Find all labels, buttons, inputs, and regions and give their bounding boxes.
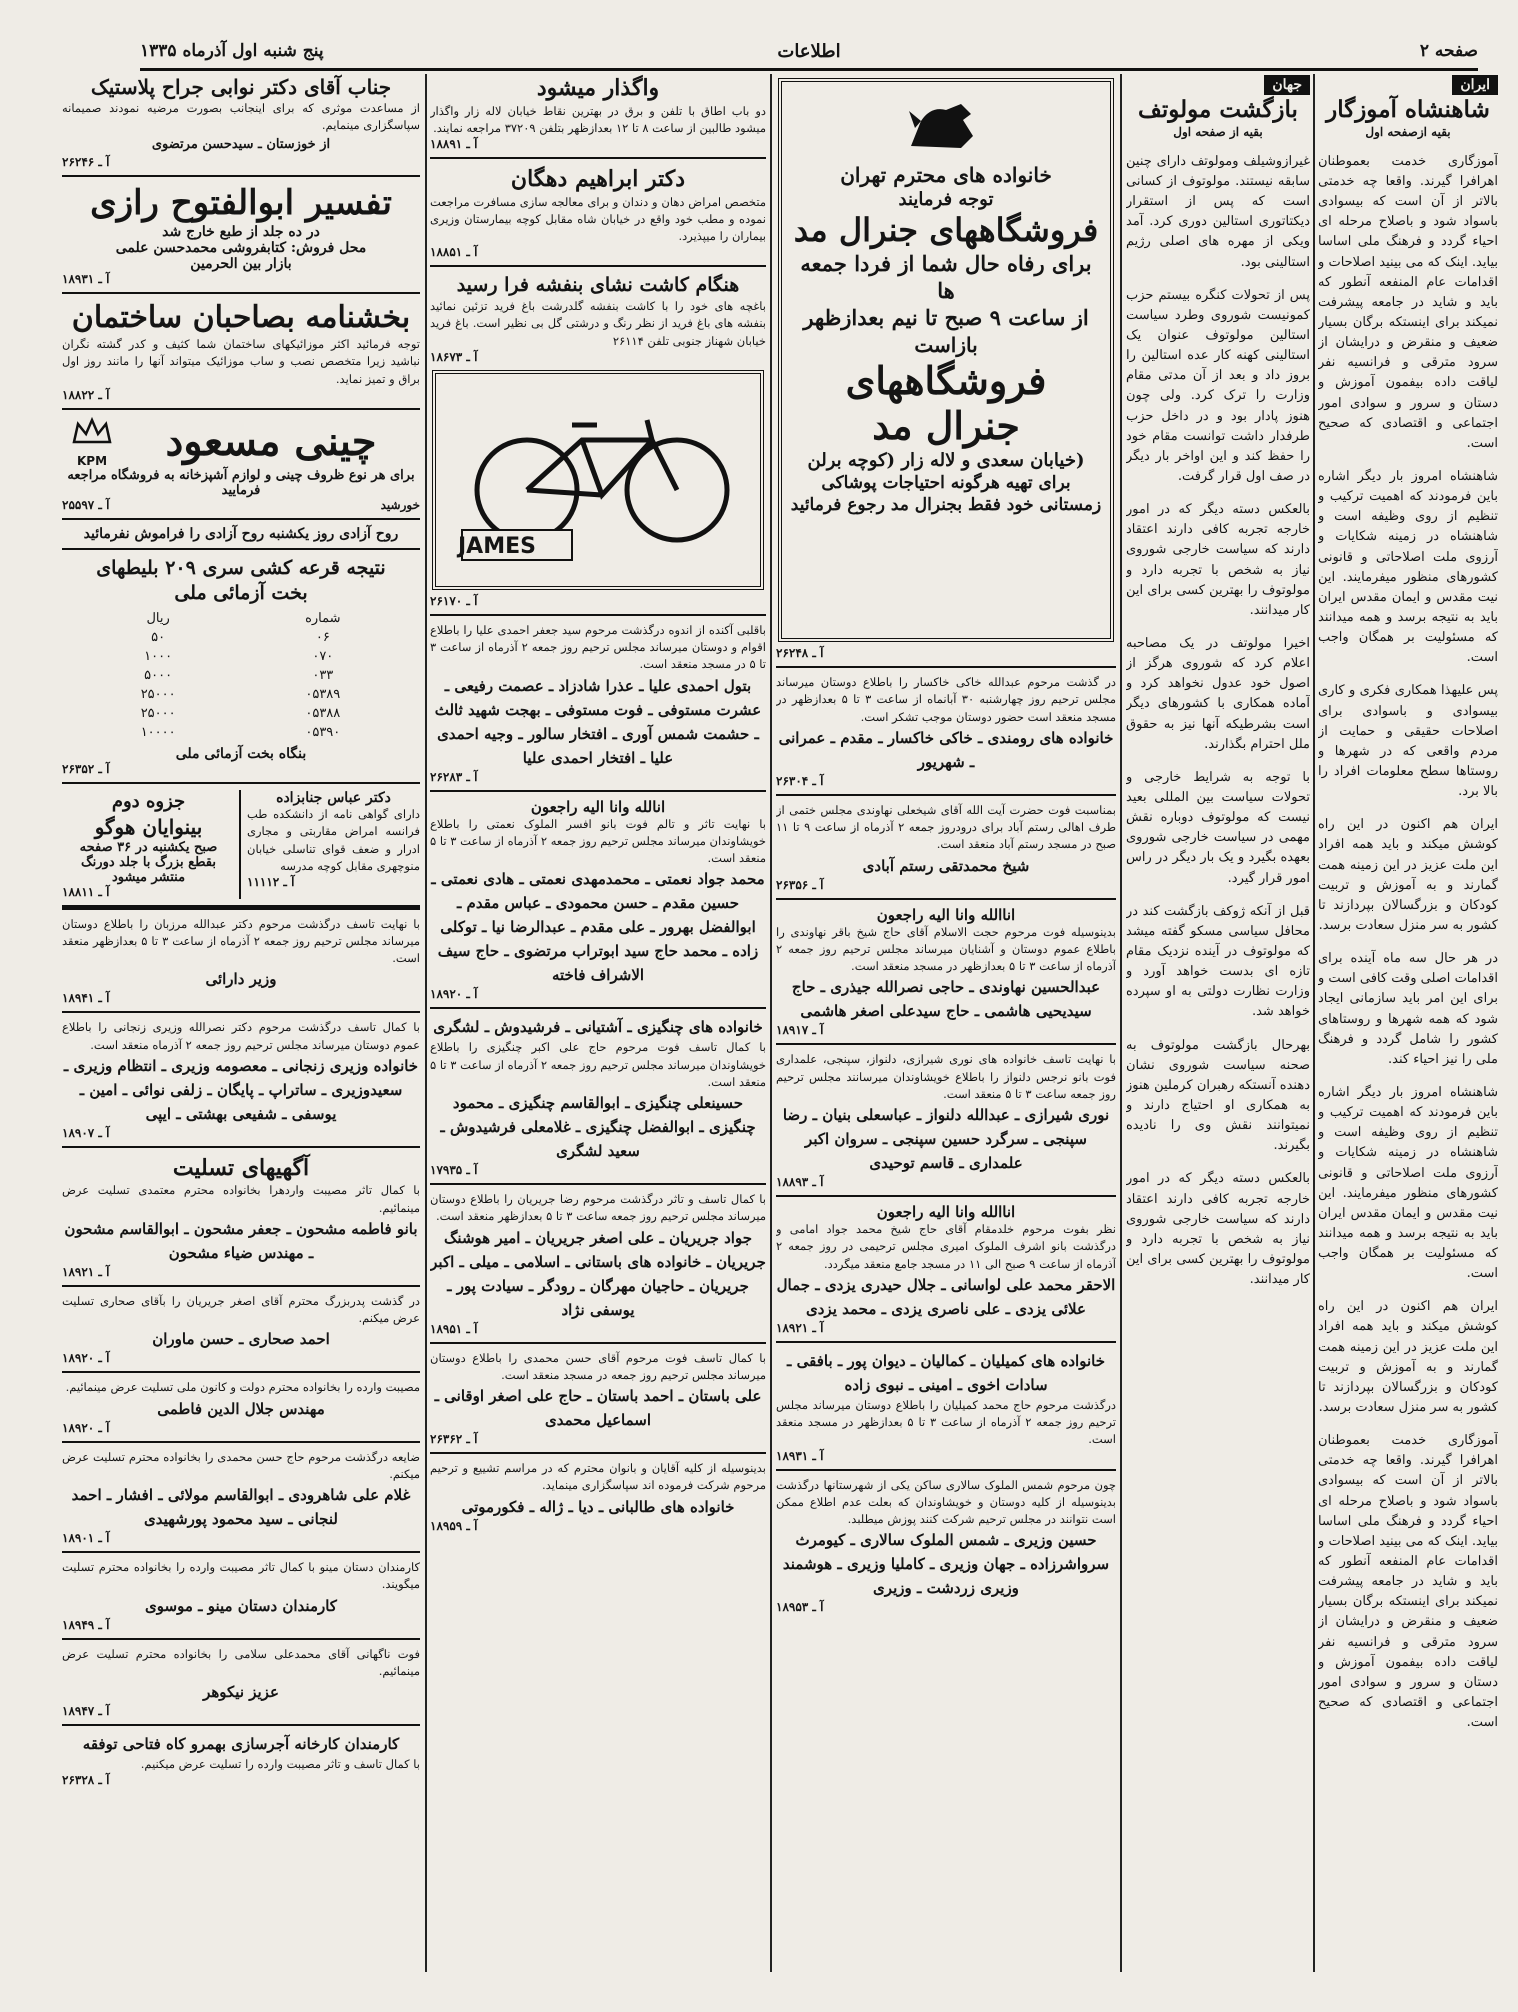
ad-book-tafsir xyxy=(62,183,420,286)
ad-row xyxy=(62,790,420,898)
ad-line: فروشگاههای xyxy=(845,357,1047,403)
page-header xyxy=(140,34,1478,71)
ad-address: خورشید xyxy=(380,497,420,512)
ad-code: آ ـ ۱۷۹۳۵ xyxy=(430,1163,478,1178)
notice-text: با کمال تاسف فوت مرحوم آقای حسن محمدی را باطلاع دوستان میرساند مجلس ترحیم روز جمعه در مسجد منعقد است. xyxy=(430,1350,766,1382)
ad-doctor-jenab xyxy=(247,790,420,898)
ad-title: دکتر ابراهیم دهگان xyxy=(510,166,686,193)
bicycle-ad xyxy=(432,370,764,590)
ad-text: باغچه های خود را با کاشت بنفشه گلدرشت باغ فرید تزئین نمائید بنفشه های باغ فرید از نظر رنگ و درشتی گل بی نظیر است. باغ فرید خیابان شهناز جنوبی تلفن ۲۶۱۱۴ xyxy=(430,299,766,348)
notice xyxy=(430,1460,766,1533)
notice-text: چون مرحوم شمس الملوک سالاری ساکن یکی از شهرستانها درگذشت بدینوسیله از کلیه دوستان و خویشاوندان که بعلت عدم اطلاع ممکن است نتوانند در مجلس ترحیم شرکت کنند پوزش میطلبد. xyxy=(776,1477,1116,1526)
notice-names: وزیر دارائی xyxy=(205,970,277,989)
ad-code: آ ـ ۱۸۹۴۷ xyxy=(62,1704,110,1719)
ad-code: آ ـ ۲۶۳۵۶ xyxy=(776,877,824,892)
notice-names: بتول احمدی علیا ـ عذرا شادزاد ـ عصمت رفیعی ـ عشرت مستوفی ـ فوت مستوفی ـ بهجت شهید ثالث ـ حشمت شمس آوری ـ افتخار سالور ـ وجیه احمدی علیا ـ افتخار احمدی علیا xyxy=(434,676,762,767)
notice-names: حسین وزیری ـ شمس الملوک سالاری ـ کیومرث سرواشرزاده ـ جهان وزیری ـ کاملیا وزیری ـ هوشمند وزیری زردشت ـ وزیری xyxy=(782,1531,1110,1598)
notice-title: اناالله وانا الیه راجعون xyxy=(876,905,1016,924)
ad-code: آ ـ ۱۸۹۵۹ xyxy=(430,1518,478,1533)
notice-text: با کمال تاسف و تاثر مصیبت وارده را تسلیت عرض میکنیم. xyxy=(140,1757,420,1772)
notice-names: خانواده های رومندی ـ خاکی خاکسار ـ مقدم ـ عمرانی ـ شهریور xyxy=(778,728,1114,771)
notice-text: باقلبی آکنده از اندوه درگذشت مرحوم سید جعفر احمدی علیا را باطلاع اقوام و دوستان میرساند مجلس ترحیم روز جمعه ۲ آذرماه از ساعت ۳ تا ۵ در مسجد منعقد است. xyxy=(430,622,766,672)
article-paragraph: ایران هم اکنون در این راه کوشش میکند و باید همه افراد این ملت عزیز در این زمینه همت گمارند و به آموزش و تربیت کودکان و بزرگسالان بپردازند تا کشور به سر منزل سعادت برسد. xyxy=(1318,817,1498,933)
ad-title: تفسیر ابوالفتوح رازی xyxy=(90,183,392,224)
ad-line: (خیابان سعدی و لاله زار (کوچه برلن xyxy=(807,449,1085,471)
ad-code: آ ـ ۲۶۲۸۳ xyxy=(430,769,478,784)
notice xyxy=(62,1379,420,1434)
bicycle-brand: JAMES xyxy=(458,533,536,559)
ad-china xyxy=(62,416,420,512)
ad-code: آ ـ ۱۸۹۵۱ xyxy=(430,1321,478,1336)
notice xyxy=(776,802,1116,892)
lottery-subtitle: بخت آزمائی ملی xyxy=(174,581,308,604)
notice-names: خانواده وزیری زنجانی ـ معصومه وزیری ـ انتظام وزیری ـ سعیدوزیری ـ ساتراپ ـ پایگان ـ زلفی نوائی ـ امین ـ یوسفی ـ شفیعی بهشتی ـ ایپی xyxy=(63,1056,419,1123)
ad-code: آ ـ ۱۸۹۰۷ xyxy=(62,1125,110,1140)
ad-line: بینوایان هوگو xyxy=(94,814,203,839)
column-world xyxy=(1126,74,1310,1982)
notice xyxy=(776,906,1116,1038)
condolence-heading: آگهیهای تسلیت xyxy=(172,1154,310,1181)
notice xyxy=(62,1293,420,1366)
ad-code: آ ـ ۱۸۶۷۳ xyxy=(430,349,478,364)
notice-names: عبدالحسین نهاوندی ـ حاجی نصرالله جیذری ـ حاج سیدیحیی هاشمی ـ حاج سیدعلی اصغر هاشمی xyxy=(791,978,1101,1021)
ad-code: آ ـ ۱۸۹۲۰ xyxy=(62,1420,110,1435)
ad-code: آ ـ ۱۸۹۲۱ xyxy=(776,1320,824,1335)
notice-text: فوت ناگهانی آقای محمدعلی سلامی را بخانواده محترم تسلیت عرض مینمائیم. xyxy=(62,1646,420,1678)
article-paragraph: غیرازوشیلف ومولوتف دارای چنین سابقه نیستند. مولوتوف از کسانی است که پس از استقرار دیکتاتوری استالین دوری کرد. آمد ویکی از مهره های اصلی رژیم استالینی بود. xyxy=(1126,153,1310,270)
ad-thanks xyxy=(62,74,420,169)
ad-code: آ ـ ۲۶۳۰۴ xyxy=(776,773,824,788)
ad-from: از خوزستان ـ سیدحسن مرتضوی xyxy=(151,136,331,152)
notice-names: حسینعلی چنگیزی ـ ابوالقاسم چنگیزی ـ محمود چنگیزی ـ ابوالفضل چنگیزی ـ غلامعلی فرشیدوش ـ سعید لشگری xyxy=(440,1094,756,1161)
notice xyxy=(430,1191,766,1336)
notice xyxy=(776,1051,1116,1189)
notice-text: با کمال تاسف درگذشت مرحوم دکتر نصرالله وزیری زنجانی را باطلاع عموم دوستان میرساند مجلس ترحیم روز جمعه ۲ آذرماه منعقد است. xyxy=(62,1020,420,1052)
ad-line: برای هر نوع ظروف چینی و لوازم آشپزخانه به فروشگاه مراجعه فرمایید xyxy=(67,467,415,498)
ad-text: توجه فرمائید اکثر موزائیکهای ساختمان شما کثیف و کدر گشته نگران نباشید زیرا متخصص نصب و ساب موزائیک میتواند آنها را مانند روز اول براق و تمیز نماید. xyxy=(62,337,420,386)
notice-text: کارمندان دستان مینو با کمال تاثر مصیبت وارده را بخانواده محترم تسلیت میگویند. xyxy=(62,1560,420,1592)
ad-code: آ ـ ۲۶۲۴۸ xyxy=(776,646,824,660)
crown-logo-icon xyxy=(70,416,114,450)
ad-title: دکتر عباس جنابزاده xyxy=(276,790,391,807)
column-rule xyxy=(1120,74,1122,1972)
lottery-prize: ۵۰۰۰ xyxy=(144,668,173,684)
ad-code: آ ـ ۱۸۹۲۱ xyxy=(62,1264,110,1279)
ad-violets xyxy=(430,273,766,363)
lottery-number: ۰۷۰ xyxy=(312,649,334,665)
notice-text: با نهایت تاسف درگذشت مرحوم دکتر عبدالله مرزبان را باطلاع دوستان میرساند مجلس ترحیم روز جمعه ۲ آذرماه از ساعت ۳ تا ۵ بعدازظهر منعقد است. xyxy=(62,916,420,966)
notice-names: مهندس جلال الدین فاطمی xyxy=(157,1399,325,1418)
notice-text: با کمال تاسف فوت مرحوم حاج علی اکبر چنگیزی را باطلاع خویشاوندان میرساند مجلس ترحیم روز جمعه ۲ آذرماه از ساعت ۳ تا ۵ منعقد است. xyxy=(430,1040,766,1089)
notice-text: ضایعه درگذشت مرحوم حاج حسن محمدی را بخانواده محترم تسلیت عرض میکنم. xyxy=(62,1449,420,1481)
ad-code: آ ـ ۱۸۸۵۱ xyxy=(430,245,478,260)
column-rule xyxy=(770,74,772,1972)
article-paragraph: شاهنشاه امروز بار دیگر اشاره باین فرمودند که اهمیت ترکیب و تنظیم از روی وظیفه است و شاهنشاه در زمینه شکایات و آرزوی ملت اصلاحاتی و قانونی کشورهای منظور میفرمایند. این نیت مقدس و ایمان مقدس ایران باید به نتیجه برسد و همه میدانند که مسئولیت بر همگان واجب است. xyxy=(1318,1084,1498,1282)
notice xyxy=(62,1182,420,1279)
ad-title: جناب آقای دکتر نوابی جراح پلاستیک xyxy=(90,75,392,99)
lottery-number: ۰۵۳۸۹ xyxy=(305,687,341,703)
notice-text: در گذشت پدربزرگ محترم آقای اصغر جریریان را بآقای صحاری تسلیت عرض میکنم. xyxy=(62,1293,420,1326)
page-number: صفحه ۲ xyxy=(1419,41,1478,61)
column-center-right xyxy=(776,74,1116,1982)
notice xyxy=(430,1015,766,1177)
section-label: ایران xyxy=(1452,75,1498,95)
notice-names: کارمندان دستان مینو ـ موسوی xyxy=(145,1596,337,1615)
ruh-azadi-note: روح آزادی روز یکشنبه روح آزادی را فراموش نفرمائید xyxy=(83,525,399,542)
article-paragraph: بالعکس دسته دیگر که در امور خارجه تجربه کافی دارند اعتقاد دارند که سیاست خارجی شوروی نیاز به شخص با تجربه دارد و مولوتوف را بهترین کسی برای این کار میدانند. xyxy=(1126,1171,1310,1288)
ad-text: از مساعدت موثری که برای اینجانب بصورت مرضیه نمودند صمیمانه سپاسگزاری مینمایم. xyxy=(62,101,420,133)
notice-names: غلام علی شاهرودی ـ ابوالقاسم مولائی ـ افشار ـ احمد لنجانی ـ سید محمود پورشهیدی xyxy=(71,1486,411,1529)
notice xyxy=(62,916,420,1006)
column-left xyxy=(62,74,420,1982)
ad-code: آ ـ ۱۸۹۳۱ xyxy=(62,272,110,287)
column-rule xyxy=(1313,74,1315,1972)
ad-title: واگذار میشود xyxy=(536,75,660,101)
notice-text: نظر بفوت مرحوم خلدمقام آقای حاج شیخ محمد جواد امامی و درگذشت بانو اشرف الملوک امیری مجلس ترحیمی در روز جمعه ۲ آذرماه از ساعت ۹ صبح الی ۱۱ در مسجد جامع منعقد میگردد. xyxy=(776,1222,1116,1271)
article-paragraph: با توجه به شرایط خارجی و تحولات سیاست بین المللی بعید نیست که مولوتوف دوباره نقش مهمی در سیاست خارجی شوروی بعهده بگیرد و یک بار دیگر در راس امور قرار گیرد. xyxy=(1126,769,1310,886)
lion-logo-icon xyxy=(901,96,991,156)
ad-title: هنگام کاشت نشای بنفشه فرا رسید xyxy=(456,274,740,297)
continued-note: بقیه ازصفحه اول xyxy=(1365,124,1451,139)
ad-code: آ ـ ۱۸۹۲۰ xyxy=(62,1351,110,1366)
ad-code: آ ـ ۲۶۲۴۶ xyxy=(62,155,110,170)
notice-names: شیخ محمدتقی رستم آبادی xyxy=(862,856,1030,875)
notice-text: بدینوسیله از کلیه آقایان و بانوان محترم که در مراسم تشییع و ترحیم مرحوم شرکت فرموده اند سپاسگزاری مینماید. xyxy=(430,1461,766,1493)
notice-names: جواد جریریان ـ علی اصغر جریریان ـ امیر هوشنگ جریریان ـ خانواده های باستانی ـ اسلامی ـ میلی ـ اکبر جریریان ـ حاجیان مهرگان ـ رودگر ـ سیادت پور ـ یوسفی نژاد xyxy=(430,1228,766,1319)
ad-line: زمستانی خود فقط بجنرال مد رجوع فرمائید xyxy=(790,495,1102,516)
ad-line: برای رفاه حال شما از فردا جمعه ها xyxy=(800,250,1092,304)
ad-line: محل فروش: کتابفروشی محمدحسن علمی xyxy=(115,240,367,257)
section-label: جهان xyxy=(1264,75,1310,95)
general-mode-ad xyxy=(778,78,1114,642)
lottery-number: ۰۵۳۹۰ xyxy=(305,725,341,741)
ad-code: آ ـ ۱۸۹۰۱ xyxy=(62,1531,110,1546)
ad-text: دارای گواهی نامه از دانشکده طب فرانسه امراض مقاربتی و مجاری ادرار و ضعف قوای تناسلی خیابان منوچهری مقابل کوچه مدرسه xyxy=(247,807,420,873)
article-paragraph: پس از تحولات کنگره بیستم حزب کمونیست شوروی وطرد سیاست استالین مولوتوف عنوان یک استالینی کهنه کار عده استالین را بروز داد و بعد از آن مدتی مقام وزارت را ترک کرد. ولی چون هنوز پادار بود و در داخل حزب طرفدار داشت توانست مقام خود را حفظ کند و این اواخر بار دیگر در صف اول قرار گرفت. xyxy=(1126,287,1310,484)
article-paragraph: در هر حال سه ماه آینده برای اقدامات اصلی وقت کافی است و برای این امر باید سازمانی ایجاد شود که همه شهرها و روستاهای کشور را شامل گردد و فرهنگ ملی را نیز احیاء کند. xyxy=(1318,951,1498,1067)
article-paragraph: قبل از آنکه ژوکف بازگشت کند در محافل سیاسی مسکو گفته میشد که مولوتوف در آینده نزدیک مقام تازه ای بدست خواهد آورد و وزارت نظارت دولتی به او سپرده خواهد شد. xyxy=(1126,903,1310,1020)
notice-title: خانواده های چنگیزی ـ آشتیانی ـ فرشیدوش ـ لشگری xyxy=(433,1018,763,1037)
lottery-footer: بنگاه بخت آزمائی ملی xyxy=(175,746,307,763)
ad-title: بخشنامه بصاحبان ساختمان xyxy=(71,300,411,336)
article-paragraph: آموزگاری خدمت بعموطنان اهرافرا گیرند. واقعا چه خدمتی بالاتر از آن است که بیسوادی باسواد شود و باصلاح مرحله ای احیاء گردد و فرهنگ ملی اساسا بیاید. اینک که می بینید اصلاحات و اقدامات عام المنفعه آنطور که باید و شاید در جامعه پیشرفت نمیکند برای اینستکه برگان بسیار ضعیف و منقرض و درایشان از سرود مترقی و فرانسیه نفر لیاقت داده بیفمون آموزش و دستان و سرور و سوادی امور اجتماعی و اقتصادی که صحیح است. xyxy=(1318,1433,1498,1731)
notice-names: عزیز نیکوهر xyxy=(203,1683,279,1702)
lottery-results xyxy=(62,556,420,776)
ad-line: در ده جلد از طبع خارج شد xyxy=(162,224,320,241)
notice-text: مصیبت وارده را بخانواده محترم دولت و کانون ملی تسلیت عرض مینمائیم. xyxy=(65,1380,420,1395)
article-paragraph: اخیرا مولوتف در یک مصاحبه اعلام کرد که شوروی هرگز از اصول خود عدول نخواهد کرد و آماده همکاری با کشورهای دیگر است بشرطیکه آنها نیز به حقوق ملل احترام بگذارند. xyxy=(1126,635,1310,752)
ad-title: چینی مسعود xyxy=(165,417,377,465)
notice-text: در گذشت مرحوم عبدالله خاکی خاکسار را باطلاع دوستان میرساند مجلس ترحیم روز چهارشنبه ۳۰ آبانماه از ساعت ۳ تا ۵ بعدازظهر در مسجد منعقد است حضور دوستان موجب تشکر است. xyxy=(776,675,1116,724)
notice xyxy=(62,1646,420,1719)
notice xyxy=(430,1350,766,1447)
lottery-number: ۰۵۳۸۸ xyxy=(305,706,341,722)
notice xyxy=(62,1019,420,1140)
ad-rental xyxy=(430,74,766,151)
ad-code: آ ـ ۱۸۹۴۱ xyxy=(62,991,110,1006)
ad-code: آ ـ ۲۶۳۶۲ xyxy=(430,1432,478,1447)
article-title: شاهنشاه آموزگار xyxy=(1326,96,1490,123)
notice xyxy=(776,1203,1116,1335)
notice-names: محمد جواد نعمتی ـ محمدمهدی نعمتی ـ هادی نعمتی ـ حسین مقدم ـ حسن محمودی ـ عباس مقدم ـ ابوالفضل بهرور ـ علی مقدم ـ عبدالرضا نیا ـ توکلی زاده ـ محمد حاج سید ابوتراب مرتضوی ـ حاج سیف الاشراف فاخته xyxy=(431,870,765,985)
article-paragraph: ایران هم اکنون در این راه کوشش میکند و باید همه افراد این ملت عزیز در این زمینه همت گمارند و به آموزش و تربیت کودکان و بزرگسالان بپردازند تا کشور به سر منزل سعادت برسد. xyxy=(1318,1299,1498,1416)
ad-code: آ ـ ۲۶۱۷۰ xyxy=(430,593,478,608)
kpm-logo: KPM xyxy=(76,453,108,468)
ad-line: جزوه دوم xyxy=(111,791,186,813)
lottery-number: ۰۶ xyxy=(315,630,330,646)
notice-text: با نهایت تاسف خانواده های نوری شیرازی، دلنواز، سپنجی، علمداری فوت بانو نرجس دلنواز را باطلاع خویشاوندان میرسانند مجلس ترحیم روز جمعه ساعت ۳ تا ۵ منعقد است. xyxy=(776,1052,1116,1101)
ad-code: آ ـ ۲۶۳۵۲ xyxy=(62,762,110,777)
notice xyxy=(62,1449,420,1546)
article-paragraph: آموزگاری خدمت بعموطنان اهرافرا گیرند. واقعا چه خدمتی بالاتر از آن است که بیسوادی باسواد شود و باصلاح مرحله ای احیاء گردد و فرهنگ ملی اساسا بیاید. اینک که می بینید اصلاحات و اقدامات عام المنفعه آنطور که باید و شاید در جامعه پیشرفت نمیکند برای اینستکه برگان بسیار ضعیف و منقرض و درایشان از سرود مترقی و فرانسیه نفر لیاقت داده بیفمون آموزش و دستان و سرور و سوادی امور اجتماعی و اقتصادی که صحیح است. xyxy=(1318,153,1498,451)
notice-text: با کمال تاسف و تاثر درگذشت مرحوم رضا جریریان را باطلاع دوستان میرساند مجلس ترحیم روز جمعه ساعت ۳ تا ۵ بعدازظهر منعقد است. xyxy=(430,1192,766,1224)
ad-hugo-book xyxy=(62,790,241,898)
lottery-header: ریال xyxy=(146,611,170,627)
ad-text: دو باب اطاق با تلفن و برق در بهترین نقاط خیابان لاله زار واگذار میشود طالبین از ساعت ۸ تا ۱۲ بعدازظهر بتلفن ۳۷۲۰۹ مراجعه نمایند. xyxy=(430,103,766,135)
ad-code: آ ـ ۱۸۸۹۱ xyxy=(430,137,478,152)
ad-text: متخصص امراض دهان و دندان و برای معالجه سازی مسافرت مراجعت نموده و مطب خود واقع در خیابان شاه مقابل کوچه بیمارستان وزیری بیماران را میپذیرد. xyxy=(430,194,766,244)
lottery-prize: ۲۵۰۰۰ xyxy=(140,706,176,722)
notice xyxy=(430,798,766,1002)
notice-title: اناالله وانا الیه راجعون xyxy=(876,1203,1016,1221)
column-rule xyxy=(425,74,427,1972)
lottery-prize: ۵۰ xyxy=(151,630,166,646)
ad-code: آ ـ ۱۸۹۲۰ xyxy=(430,987,478,1002)
issue-date: پنج شنبه اول آذرماه ۱۳۳۵ xyxy=(140,41,324,61)
ad-code: آ ـ ۱۸۹۵۳ xyxy=(776,1600,824,1615)
lottery-prize: ۱۰۰۰۰ xyxy=(140,725,176,741)
ad-code: آ ـ ۱۸۸۹۳ xyxy=(776,1175,824,1189)
notice xyxy=(776,1349,1116,1463)
notice-text: درگذشت مرحوم حاج محمد کمیلیان را باطلاع دوستان میرساند مجلس ترحیم روز جمعه ۲ آذرماه از ساعت ۳ تا ۵ بعدازظهر در مسجد منعقد است. xyxy=(776,1397,1116,1447)
notice-names: خانواده های طالبانی ـ دیا ـ ژاله ـ فکورموتی xyxy=(461,1497,735,1516)
ad-code: آ ـ ۱۸۹۴۹ xyxy=(62,1617,110,1632)
lottery-table xyxy=(76,609,405,742)
notice-names: نوری شیرازی ـ عبدالله دلنواز ـ عباسعلی بنیان ـ رضا سپنجی ـ سرگرد حسین سپنجی ـ سروان اکبر علمداری ـ قاسم توحیدی xyxy=(782,1106,1110,1172)
notice xyxy=(776,1477,1116,1615)
ad-code: آ ـ ۱۸۹۳۱ xyxy=(776,1448,824,1463)
ad-code: آ ـ ۲۶۳۲۸ xyxy=(62,1773,110,1788)
ad-line: برای تهیه هرگونه احتیاجات پوشاکی xyxy=(821,473,1071,494)
notice-names: الاحقر محمد علی لواسانی ـ جلال حیدری یزدی ـ جمال علائی یزدی ـ علی ناصری یزدی ـ محمد یزدی xyxy=(776,1275,1116,1318)
notice-names: علی باستان ـ احمد باستان ـ حاج علی اصغر اوقانی ـ اسماعیل محمدی xyxy=(434,1387,762,1430)
notice xyxy=(776,674,1116,788)
ad-code: آ ـ ۱۸۸۲۲ xyxy=(62,387,110,402)
column-center-left xyxy=(430,74,766,1982)
notice-title: کارمندان کارخانه آجرسازی بهمرو کاه فتاحی توفقه xyxy=(82,1735,400,1754)
ad-doctor xyxy=(430,165,766,259)
ad-code: آ ـ ۱۸۸۱۱ xyxy=(62,884,110,899)
article-paragraph: شاهنشاه امروز بار دیگر اشاره باین فرمودند که اهمیت ترکیب و تنظیم از روی وظیفه است و شاهنشاه در زمینه شکایات و آرزوی ملت اصلاحاتی و قانونی کشورهای منظور میفرمایند. این نیت مقدس و ایمان مقدس ایران باید به نتیجه برسد و همه میدانند که مسئولیت بر همگان واجب است. xyxy=(1318,469,1498,666)
ad-line: توجه فرمایند xyxy=(898,189,994,210)
ad-line: جنرال مد xyxy=(872,403,1020,449)
ad-line: از ساعت ۹ صبح تا نیم بعدازظهر xyxy=(803,305,1089,331)
notice-title: انالله وانا الیه راجعون xyxy=(530,797,666,816)
lottery-prize: ۱۰۰۰ xyxy=(144,649,173,665)
ad-line: بازاست xyxy=(914,332,978,357)
ad-code: آ ـ ۱۸۹۱۷ xyxy=(776,1023,824,1038)
ad-code: آ ـ ۲۵۵۹۷ xyxy=(62,497,110,512)
ad-line: بازار بین الحرمین xyxy=(190,256,292,273)
ad-line: صبح یکشنبه در ۳۶ صفحه xyxy=(79,839,218,855)
article-paragraph: بهرحال بازگشت مولوتوف به صحنه سیاست شوروی نشان دهنده آنستکه رهبران کرملین هنوز به همکاری او احتیاج دارند و نمیتوانند نقش وی را نادیده بگیرند. xyxy=(1126,1037,1310,1154)
lottery-title: نتیجه قرعه کشی سری ۲۰۹ بلیطهای xyxy=(96,556,386,579)
notice xyxy=(430,622,766,784)
notice-title: خانواده های کمیلیان ـ کمالیان ـ دیوان پور ـ بافقی ـ سادات اخوی ـ امینی ـ نبوی زاده xyxy=(787,1351,1105,1394)
article-paragraph: بالعکس دسته دیگر که در امور خارجه تجربه کافی دارند اعتقاد دارند که سیاست خارجی شوروی نیاز به شخص با تجربه دارد و مولوتوف را بهترین کسی برای این کار میدانند. xyxy=(1126,502,1310,618)
lottery-header: شماره xyxy=(305,611,341,627)
notice-text: با نهایت تاثر و تالم فوت بانو افسر الملوک نعمتی را باطلاع خویشاوندان میرساند مجلس ترحیم روز جمعه ۲ آذرماه از ساعت ۳ تا ۵ منعقد است. xyxy=(430,816,766,866)
notice-text: بدینوسیله فوت مرحوم حجت الاسلام آقای حاج شیخ باقر نهاوندی را باطلاع عموم دوستان و آشنایان میرساند مجلس ترحیم روز جمعه ۲ آذرماه از ساعت ۳ تا ۵ بعدازظهر در مسجد منعقد است. xyxy=(776,924,1116,973)
continued-note: بقیه از صفحه اول xyxy=(1173,124,1263,139)
notice-text: بمناسبت فوت حضرت آیت الله آقای شیخعلی نهاوندی مجلس ختمی از طرف اهالی رستم آباد برای درودروز جمعه ۲ آذرماه از ساعت ۹ تا ۱۱ صبح در مسجد رستم آباد منعقد است. xyxy=(776,802,1116,852)
notice-text: با کمال تاثر مصیبت واردهرا بخانواده محترم معتمدی تسلیت عرض مینمائیم. xyxy=(62,1183,420,1215)
article-title: بازگشت مولوتف xyxy=(1138,96,1298,123)
ad-code: آ ـ ۱۱۱۱۲ xyxy=(247,875,295,890)
ad-line: بقطع بزرگ با جلد دورنگ منتشر میشود xyxy=(81,854,216,885)
ad-line: فروشگاههای جنرال مد xyxy=(793,211,1099,250)
lottery-prize: ۲۵۰۰۰ xyxy=(140,687,176,703)
paper-name: اطلاعات xyxy=(777,40,841,62)
ad-line: خانواده های محترم تهران xyxy=(840,163,1052,187)
notice-names: بانو فاطمه مشحون ـ جعفر مشحون ـ ابوالقاسم مشحون ـ مهندس ضیاء مشحون xyxy=(64,1219,418,1262)
notice xyxy=(62,1732,420,1787)
lottery-number: ۰۳۳ xyxy=(312,668,334,684)
ad-mosaic xyxy=(62,300,420,402)
article-paragraph: پس علیهذا همکاری فکری و کاری بیسوادی و باسوادی برای اصلاحات حقیقی و حمایت از مردم واقعی که در شهرها و روستاها سطح معلومات افراد را بالا برد. xyxy=(1318,683,1498,800)
notice-names: احمد صحاری ـ حسن ماوران xyxy=(152,1330,330,1349)
column-iran xyxy=(1318,74,1498,1982)
notice xyxy=(62,1559,420,1632)
